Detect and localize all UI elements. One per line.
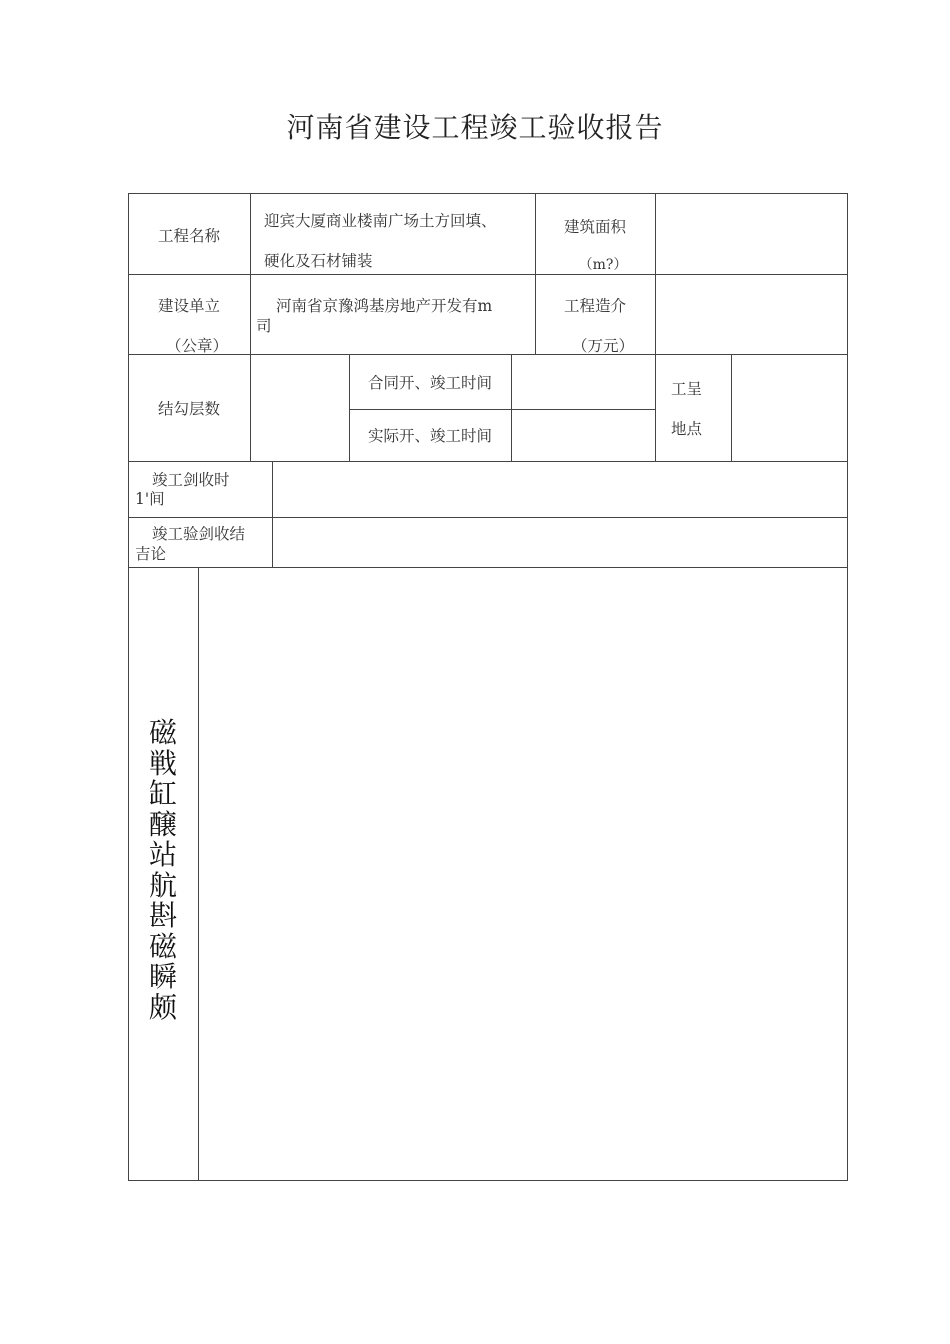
column-divider <box>511 354 512 461</box>
construction-unit-value-line2: 司 <box>256 317 272 335</box>
vertical-char: 航 <box>148 868 177 902</box>
construction-unit-label: 建设单立 <box>157 297 220 315</box>
project-location-label-line2: 地点 <box>671 420 703 438</box>
table-border-right <box>847 193 848 1181</box>
acceptance-conclusion-label-line2: 吉论 <box>135 545 167 563</box>
table-border-left <box>128 193 129 1181</box>
acceptance-time-label-line2: 1'间 <box>135 490 165 508</box>
vertical-char: 站 <box>148 838 177 871</box>
column-divider <box>250 193 251 461</box>
acceptance-conclusion-label: 竣工验剑收结 <box>152 525 246 543</box>
construction-unit-seal: （公章） <box>165 337 228 355</box>
row-divider <box>350 409 655 410</box>
column-divider <box>272 461 273 567</box>
table-border-bottom <box>128 1180 847 1181</box>
building-area-label: 建筑面积 <box>563 218 626 236</box>
column-divider <box>731 354 732 461</box>
vertical-char: 颇 <box>148 990 177 1024</box>
contract-time-label: 合同开、竣工时间 <box>367 374 492 392</box>
vertical-char: 醸 <box>148 807 177 841</box>
table-border-top <box>128 193 847 194</box>
project-name-value-line2: 硬化及石材铺装 <box>264 252 373 270</box>
row-divider <box>128 274 847 275</box>
row-divider <box>128 461 847 462</box>
structure-floors-label: 结勾层数 <box>157 400 220 418</box>
project-location-label: 工呈 <box>671 380 703 398</box>
project-name-label: 工程名称 <box>157 227 220 245</box>
building-area-unit: （m?） <box>578 257 628 273</box>
row-divider <box>128 567 847 568</box>
vertical-section-label <box>128 718 198 1023</box>
page-title: 河南省建设工程竣工验收报告 <box>286 111 664 144</box>
column-divider <box>198 567 199 1180</box>
vertical-char: 戦 <box>148 746 177 780</box>
actual-time-label: 实际开、竣工时间 <box>367 427 492 445</box>
row-divider <box>128 517 847 518</box>
vertical-char: 瞬 <box>148 960 177 993</box>
project-cost-unit: （万元） <box>571 337 634 355</box>
project-name-value: 迎宾大厦商业楼南广场土方回填、 <box>264 212 497 230</box>
vertical-char: 缸 <box>148 777 177 810</box>
acceptance-time-label: 竣工剑收时 <box>152 471 230 489</box>
vertical-char: 斟 <box>148 899 177 932</box>
construction-unit-value: 河南省京豫鸿基房地产开发有m <box>276 297 493 315</box>
vertical-char: 磁 <box>148 716 177 749</box>
column-divider <box>655 193 656 461</box>
vertical-char: 磁 <box>148 929 177 963</box>
project-cost-label: 工程造介 <box>563 297 626 315</box>
